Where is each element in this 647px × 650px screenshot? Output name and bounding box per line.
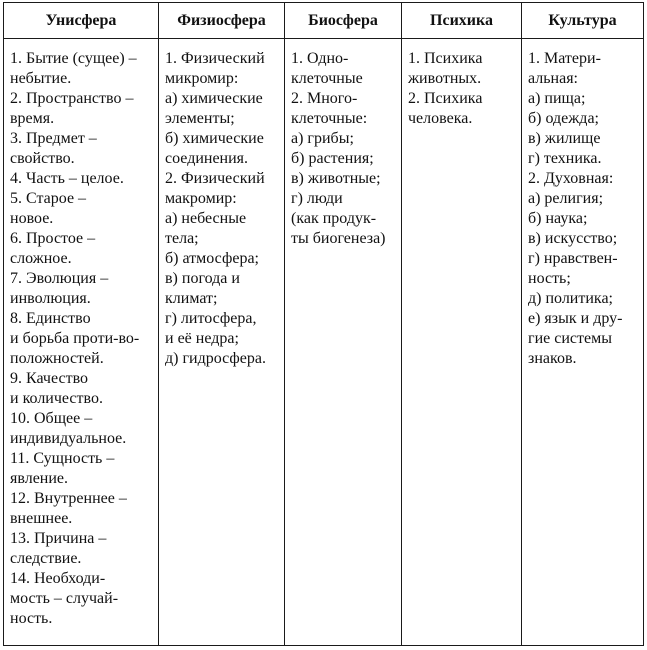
cell-physiosphere: [159, 39, 285, 646]
list-item: и количество.: [10, 390, 103, 407]
list-item: 2. Физический: [165, 170, 265, 187]
list-item: мость – случай-: [10, 590, 119, 607]
list-item: климат;: [165, 290, 218, 307]
list-item: г) нравствен-: [528, 250, 618, 267]
list-item: 7. Эволюция –: [10, 270, 109, 287]
cell-culture: [522, 39, 644, 646]
list-item: 9. Качество: [10, 370, 89, 387]
list-item: 2. Психика: [408, 90, 483, 107]
list-item: 14. Необходи-: [10, 570, 106, 587]
list-item: г) литосфера,: [165, 310, 257, 327]
list-item: элементы;: [165, 110, 235, 127]
list-item: 3. Предмет –: [10, 130, 97, 147]
list-item: а) небесные: [165, 210, 247, 227]
list-item: в) жилище: [528, 130, 601, 147]
list-item: время.: [10, 110, 55, 127]
list-item: в) погода и: [165, 270, 240, 287]
list-item: небытие.: [10, 70, 72, 87]
list-item: г) люди: [291, 190, 343, 207]
list-item: индивидуальное.: [10, 430, 127, 447]
list-item: явление.: [10, 470, 69, 487]
list-item: 1. Матери-: [528, 50, 601, 67]
cell-unisphere: [4, 39, 159, 646]
list-item: б) атмосфера;: [165, 250, 259, 267]
list-item: д) гидросфера.: [165, 350, 266, 367]
list-item: новое.: [10, 210, 54, 227]
table-body-row: [4, 39, 644, 646]
list-item: 1. Психика: [408, 50, 483, 67]
list-item: 5. Старое –: [10, 190, 87, 207]
list-item: гие системы: [528, 330, 612, 347]
list-item: клеточные:: [291, 110, 368, 127]
list-item: инволюция.: [10, 290, 91, 307]
cell-biosphere: [285, 39, 402, 646]
list-item: б) химические: [165, 130, 264, 147]
header-unisphere: Унисфера: [4, 3, 159, 39]
list-item: макромир:: [165, 190, 237, 207]
list-item: соединения.: [165, 150, 249, 167]
list-item: тела;: [165, 230, 199, 247]
list-item: б) одежда;: [528, 110, 599, 127]
list-item: следствие.: [10, 550, 82, 567]
list-item: ты биогенеза): [291, 230, 386, 247]
cell-psyche: [402, 39, 522, 646]
spheres-table: [3, 2, 644, 646]
list-item: 6. Простое –: [10, 230, 96, 247]
list-item: и её недра;: [165, 330, 239, 347]
header-psyche: Психика: [402, 3, 522, 39]
list-item: а) химические: [165, 90, 263, 107]
list-psyche: [402, 49, 521, 129]
list-item: а) пища;: [528, 90, 586, 107]
list-item: знаков.: [528, 350, 577, 367]
list-item: альная:: [528, 70, 578, 87]
list-item: и борьба проти-во-: [10, 330, 140, 347]
list-item: е) язык и дру-: [528, 310, 623, 327]
list-item: 8. Единство: [10, 310, 91, 327]
list-item: клеточные: [291, 70, 363, 87]
list-item: 1. Физический: [165, 50, 265, 67]
list-item: 11. Сущность –: [10, 450, 115, 467]
list-item: ность.: [10, 610, 53, 627]
list-item: сложное.: [10, 250, 72, 267]
list-item: человека.: [408, 110, 473, 127]
list-item: а) религия;: [528, 190, 604, 207]
list-item: 2. Духовная:: [528, 170, 614, 187]
list-culture: [522, 49, 643, 369]
list-item: 1. Бытие (сущее) –: [10, 50, 137, 67]
list-item: в) животные;: [291, 170, 381, 187]
header-culture: Культура: [522, 3, 644, 39]
header-physiosphere: Физиосфера: [159, 3, 285, 39]
list-item: микромир:: [165, 70, 239, 87]
list-item: б) наука;: [528, 210, 588, 227]
list-item: животных.: [408, 70, 482, 87]
list-item: 13. Причина –: [10, 530, 107, 547]
list-unisphere: [4, 49, 158, 629]
list-item: в) искусство;: [528, 230, 618, 247]
list-item: внешнее.: [10, 510, 73, 527]
list-item: 2. Пространство –: [10, 90, 134, 107]
list-item: б) растения;: [291, 150, 374, 167]
list-item: (как продук-: [291, 210, 377, 227]
header-biosphere: Биосфера: [285, 3, 402, 39]
list-item: 12. Внутреннее –: [10, 490, 127, 507]
list-item: свойство.: [10, 150, 75, 167]
list-item: г) техника.: [528, 150, 602, 167]
list-item: 1. Одно-: [291, 50, 349, 67]
list-item: ность;: [528, 270, 571, 287]
list-item: д) политика;: [528, 290, 613, 307]
document-table-container: [3, 2, 643, 646]
list-item: 10. Общее –: [10, 410, 93, 427]
list-biosphere: [285, 49, 401, 249]
list-physiosphere: [159, 49, 284, 369]
list-item: 4. Часть – целое.: [10, 170, 124, 187]
list-item: 2. Много-: [291, 90, 358, 107]
list-item: а) грибы;: [291, 130, 354, 147]
table-header-row: [4, 3, 644, 39]
list-item: положностей.: [10, 350, 104, 367]
